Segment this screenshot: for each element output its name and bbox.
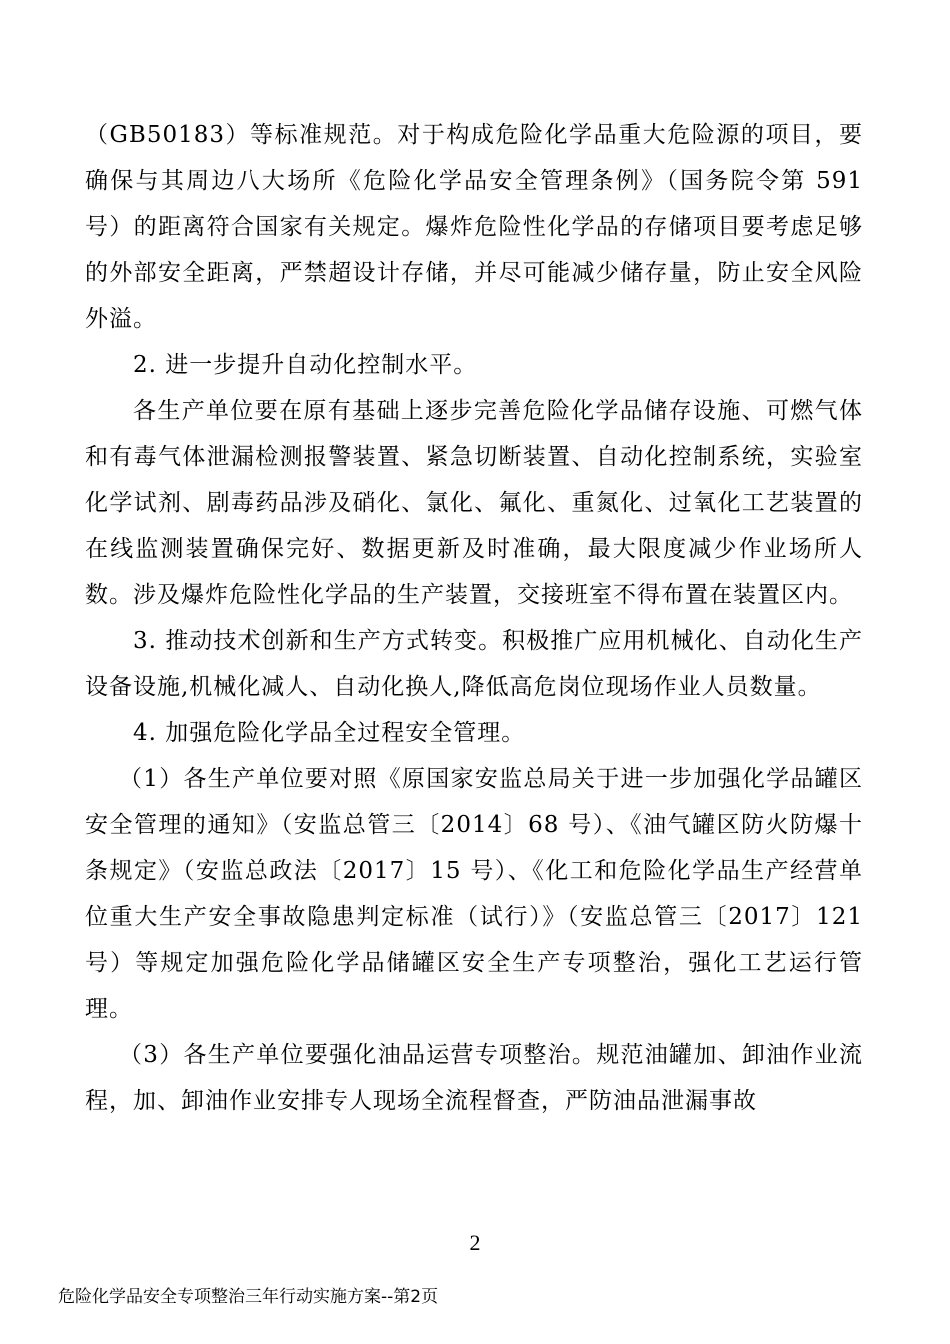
paragraph-tank-area-management: （1）各生产单位要对照《原国家安监总局关于进一步加强化学品罐区安全管理的通知》（安监总管三〔2014〕68 号）、《油气罐区防火防爆十条规定》（安监总政法〔2017〕15 号）、《化工和危险化学品生产经营单位重大生产安全事故隐患判定标准（试行）》（安监总管三〔2017〕121 号）等规定加强危险化学品储罐区安全生产专项整治，强化工艺运行管理。	[85, 766, 872, 1022]
paragraph-technical-innovation: 3. 推动技术创新和生产方式转变。积极推广应用机械化、自动化生产设备设施,机械化减人、自动化换人,降低高危岗位现场作业人员数量。	[85, 628, 863, 700]
heading-automation-control: 2. 进一步提升自动化控制水平。	[133, 352, 478, 378]
heading-whole-process-management: 4. 加强危险化学品全过程安全管理。	[133, 720, 526, 746]
paragraph-automation-control: 各生产单位要在原有基础上逐步完善危险化学品储存设施、可燃气体和有毒气体泄漏检测报警装置、紧急切断装置、自动化控制系统，实验室化学试剂、剧毒药品涉及硝化、氯化、氟化、重氮化、过氧化工艺装置的在线监测装置确保完好、数据更新及时准确，最大限度减少作业场所人数。涉及爆炸危险性化学品的生产装置，交接班室不得布置在装置区内。	[85, 398, 863, 608]
paragraph-standards-continuation: （GB50183）等标准规范。对于构成危险化学品重大危险源的项目，要确保与其周边八大场所《危险化学品安全管理条例》（国务院令第 591 号）的距离符合国家有关规定。爆炸危险性化学品的存储项目要考虑足够的外部安全距离，严禁超设计存储，并尽可能减少储存量，防止安全风险外溢。	[85, 122, 872, 332]
footer-caption: 危险化学品安全专项整治三年行动实施方案--第2页	[58, 1287, 439, 1307]
document-body	[85, 112, 872, 1124]
page-number: 2	[469, 1230, 481, 1255]
paragraph-oil-operations: （3）各生产单位要强化油品运营专项整治。规范油罐加、卸油作业流程，加、卸油作业安排专人现场全流程督查，严防油品泄漏事故	[85, 1042, 863, 1114]
